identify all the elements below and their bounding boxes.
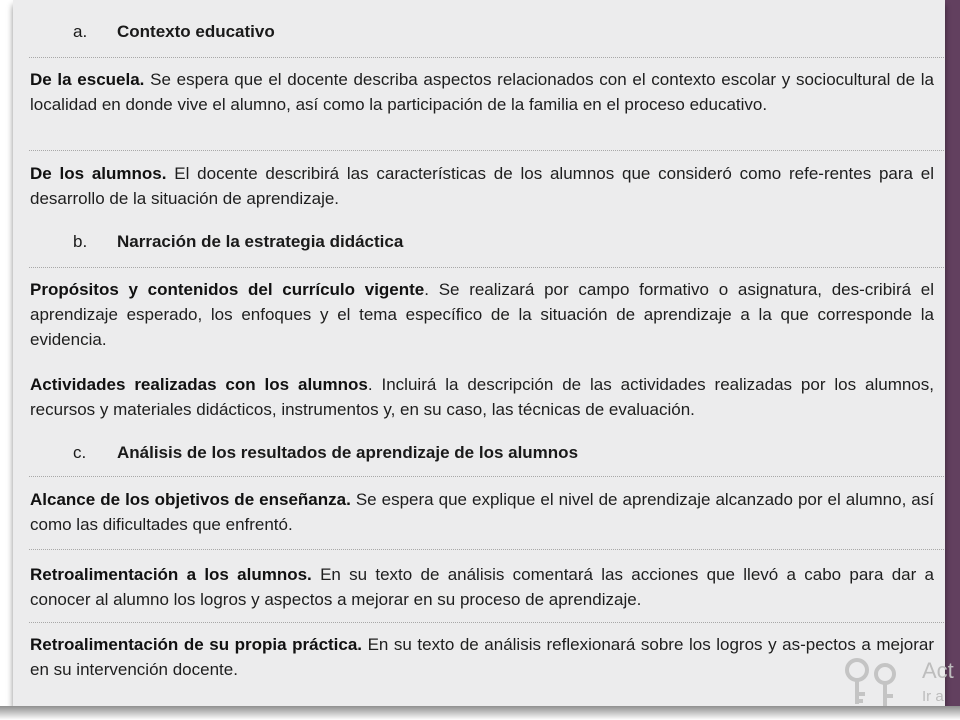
divider	[29, 549, 944, 550]
paragraph-body: El docente describirá las características de los alumnos que consideró como refe-rentes para el desarrollo de la situación de aprendizaje.	[30, 164, 934, 208]
paragraph-de-los-alumnos	[30, 161, 934, 211]
section-a-title: Contexto educativo	[117, 22, 275, 41]
paragraph-body: En su texto de análisis comentará las acciones que llevó a cabo para dar a conocer al alumno los logros y aspectos a mejorar en su proceso de aprendizaje.	[30, 565, 934, 609]
paragraph-body: Se espera que explique el nivel de aprendizaje alcanzado por el alumno, así como las dificultades que enfrentó.	[30, 490, 934, 534]
document-page	[13, 0, 945, 706]
paragraph-retro-alumnos	[30, 562, 934, 612]
paragraph-body: . Incluirá la descripción de las actividades realizadas por los alumnos, recursos y materiales didácticos, instrumentos y, en su caso, las técnicas de evaluación.	[30, 375, 934, 419]
section-c-title: Análisis de los resultados de aprendizaje de los alumnos	[117, 443, 579, 462]
divider	[29, 267, 944, 268]
paragraph-body: Se espera que el docente describa aspectos relacionados con el contexto escolar y sociocultural de la localidad en donde vive el alumno, así como la participación de la familia en el proceso educativo.	[30, 70, 934, 114]
paragraph-lead: Actividades realizadas con los alumnos	[30, 375, 368, 394]
paragraph-body: . Se realizará por campo formativo o asignatura, des-cribirá el aprendizaje esperado, los enfoques y el tema específico de la situación de aprendizaje a la que corresponde la evidencia.	[30, 280, 934, 349]
paragraph-de-la-escuela	[30, 67, 934, 117]
paragraph-lead: Propósitos y contenidos del currículo vigente	[30, 280, 425, 299]
page-shadow	[0, 706, 960, 720]
watermark-line-1: Act	[922, 658, 954, 683]
paragraph-body: En su texto de análisis reflexionará sobre los logros y as-pectos a mejorar en su intervención docente.	[30, 635, 934, 679]
paragraph-propositos	[30, 277, 934, 352]
divider	[29, 622, 944, 623]
paragraph-retro-practica	[30, 632, 934, 682]
paragraph-lead: Retroalimentación a los alumnos.	[30, 565, 312, 584]
paragraph-lead: Retroalimentación de su propia práctica.	[30, 635, 363, 654]
watermark-line-2: Ir a	[922, 688, 944, 705]
key-icon	[835, 654, 915, 710]
paragraph-lead: Alcance de los objetivos de enseñanza.	[30, 490, 351, 509]
paragraph-lead: De la escuela.	[30, 70, 145, 89]
section-a-letter: a.	[73, 22, 88, 41]
divider	[29, 57, 944, 58]
section-b-title: Narración de la estrategia didáctica	[117, 232, 404, 251]
section-c-letter: c.	[73, 443, 87, 462]
section-b-letter: b.	[73, 232, 88, 251]
activation-watermark	[835, 650, 955, 710]
divider	[29, 476, 944, 477]
paragraph-alcance	[30, 487, 934, 537]
divider	[29, 150, 944, 151]
paragraph-lead: De los alumnos.	[30, 164, 167, 183]
paragraph-actividades	[30, 372, 934, 422]
